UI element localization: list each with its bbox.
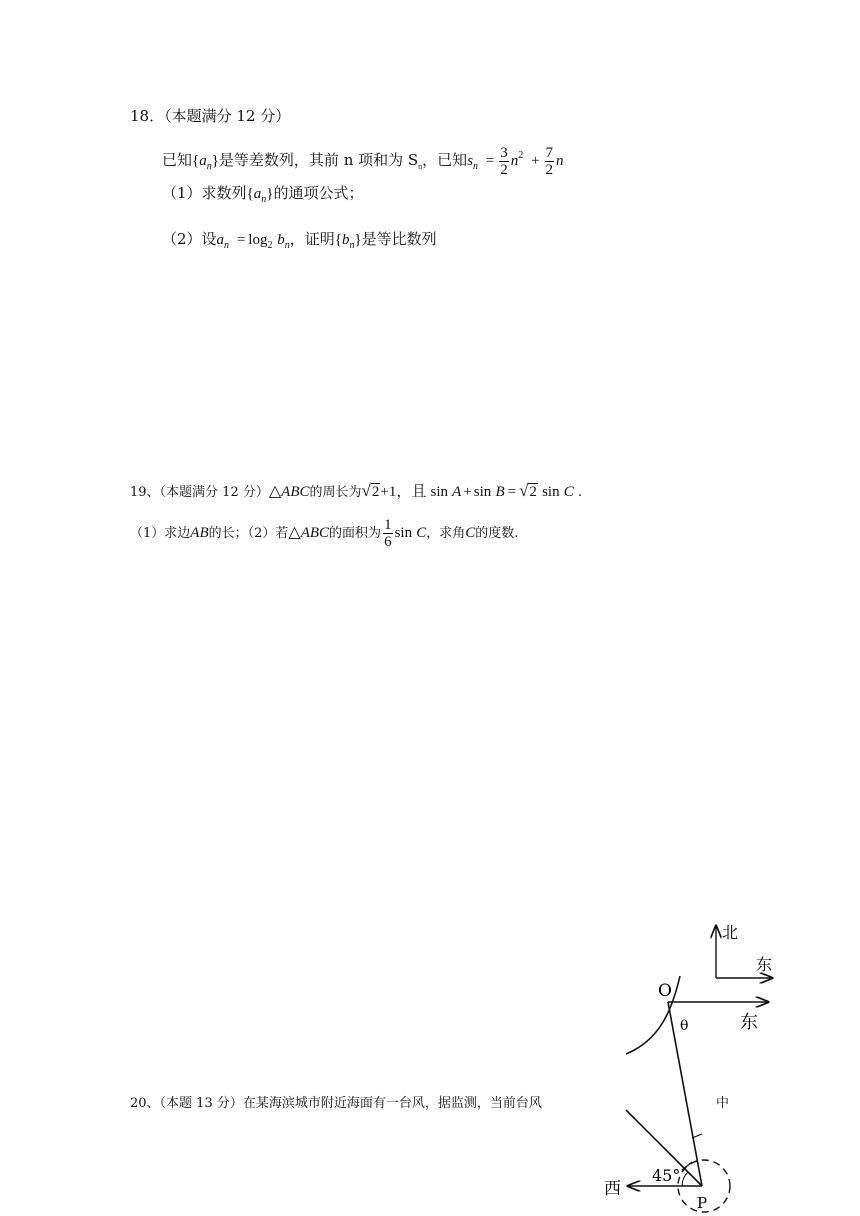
q20-number: 20、 <box>130 1096 160 1111</box>
q20-score: （本题 13 分） <box>159 1096 243 1111</box>
q19-part1: （1）求边 <box>130 526 191 541</box>
q18-score: （本题满分 12 分） <box>164 107 291 125</box>
q18-part2-text: ，证明 <box>289 230 335 248</box>
radical: √ <box>519 481 529 500</box>
sin: sin <box>542 484 560 500</box>
radical: √ <box>361 481 371 500</box>
var-a: a <box>216 232 225 248</box>
var-n: n <box>510 153 519 169</box>
point-label: P <box>697 1194 708 1212</box>
brace: { <box>192 153 200 169</box>
plus-sign: + <box>463 484 472 500</box>
var-a: a <box>199 153 207 169</box>
angle-label: 45° <box>652 1166 681 1185</box>
triangle-symbol: △ <box>288 522 301 541</box>
q20-trail-text: 中 <box>716 1096 730 1111</box>
var-C: C <box>563 484 574 500</box>
var-AB: AB <box>190 525 209 541</box>
frac-num: 7 <box>545 144 554 161</box>
subscript-n: n <box>206 161 212 172</box>
var-s: s <box>467 153 474 169</box>
q18-number: 18． <box>130 107 165 125</box>
subscript-n: n <box>284 240 290 251</box>
tick-mark <box>682 1162 692 1170</box>
var-a: a <box>253 186 262 202</box>
equals-sign: = <box>236 232 246 248</box>
equals-sign: = <box>507 484 517 500</box>
q20-text: 在某海滨城市附近海面有一台风，据监测，当前台风 <box>242 1096 542 1111</box>
frac-den: 6 <box>384 534 392 550</box>
north-label: 北 <box>722 923 739 942</box>
origin-label: O <box>658 981 672 1001</box>
theta-label: θ <box>680 1018 689 1034</box>
var-C: C <box>465 525 476 541</box>
brace: { <box>246 186 254 202</box>
q18-stem-text: 是等差数列，其前 n 项和为 S <box>218 151 419 169</box>
equals-sign: = <box>485 153 495 169</box>
var-ABC: ABC <box>300 525 330 541</box>
brace: { <box>334 232 342 248</box>
q18-part1-text: 的通项公式； <box>273 184 364 202</box>
q19-text: 的长；（2）若 <box>208 526 289 541</box>
q19-text: ，求角 <box>426 526 466 541</box>
brace: } <box>211 153 219 169</box>
q19-text: 的面积为 <box>329 526 382 541</box>
frac-num: 1 <box>384 517 392 533</box>
radicand: 2 <box>529 484 537 500</box>
frac-den: 2 <box>545 161 554 178</box>
period: . <box>577 485 583 500</box>
log: log <box>248 232 268 248</box>
east-label: 东 <box>740 1012 758 1033</box>
triangle-symbol: △ <box>268 481 282 500</box>
sin: sin <box>430 484 448 500</box>
var-b: b <box>277 232 285 248</box>
q19-score: （本题满分 12 分） <box>159 485 269 500</box>
subscript-n: n <box>224 240 230 251</box>
brace: } <box>354 232 362 248</box>
q19-text: 的周长为 <box>309 485 362 500</box>
var-n: n <box>556 153 564 169</box>
frac-den: 2 <box>500 161 508 178</box>
var-A: A <box>452 484 462 500</box>
subscript-n: n <box>418 162 423 171</box>
subscript-n: n <box>261 194 267 205</box>
subscript-n: n <box>349 240 355 251</box>
west-label: 西 <box>604 1179 621 1199</box>
frac-num: 3 <box>500 144 508 161</box>
superscript-2: 2 <box>518 150 524 161</box>
sin: sin <box>473 484 492 500</box>
q19-text: +1，且 <box>380 484 427 500</box>
q19-number: 19、 <box>130 485 160 500</box>
log-base: 2 <box>267 240 273 251</box>
plus-sign: + <box>531 153 540 169</box>
radicand: 2 <box>371 484 380 500</box>
q18-stem-text: 已知 <box>162 151 193 169</box>
subscript-n: n <box>473 161 479 172</box>
q18-part2-text: 是等比数列 <box>361 230 437 248</box>
var-b: b <box>341 232 350 248</box>
q18-part2-label: （2）设 <box>162 230 217 248</box>
var-ABC: ABC <box>281 484 310 500</box>
q18-part1-label: （1）求数列 <box>162 184 247 202</box>
var-B: B <box>495 484 505 500</box>
sin: sin <box>394 525 413 541</box>
brace: } <box>266 186 274 202</box>
q18-stem-text: ，已知 <box>422 151 468 169</box>
var-C: C <box>416 525 427 541</box>
east-label-small: 东 <box>756 955 773 974</box>
angle-arc <box>682 1172 688 1186</box>
q19-text: 的度数. <box>475 526 519 541</box>
